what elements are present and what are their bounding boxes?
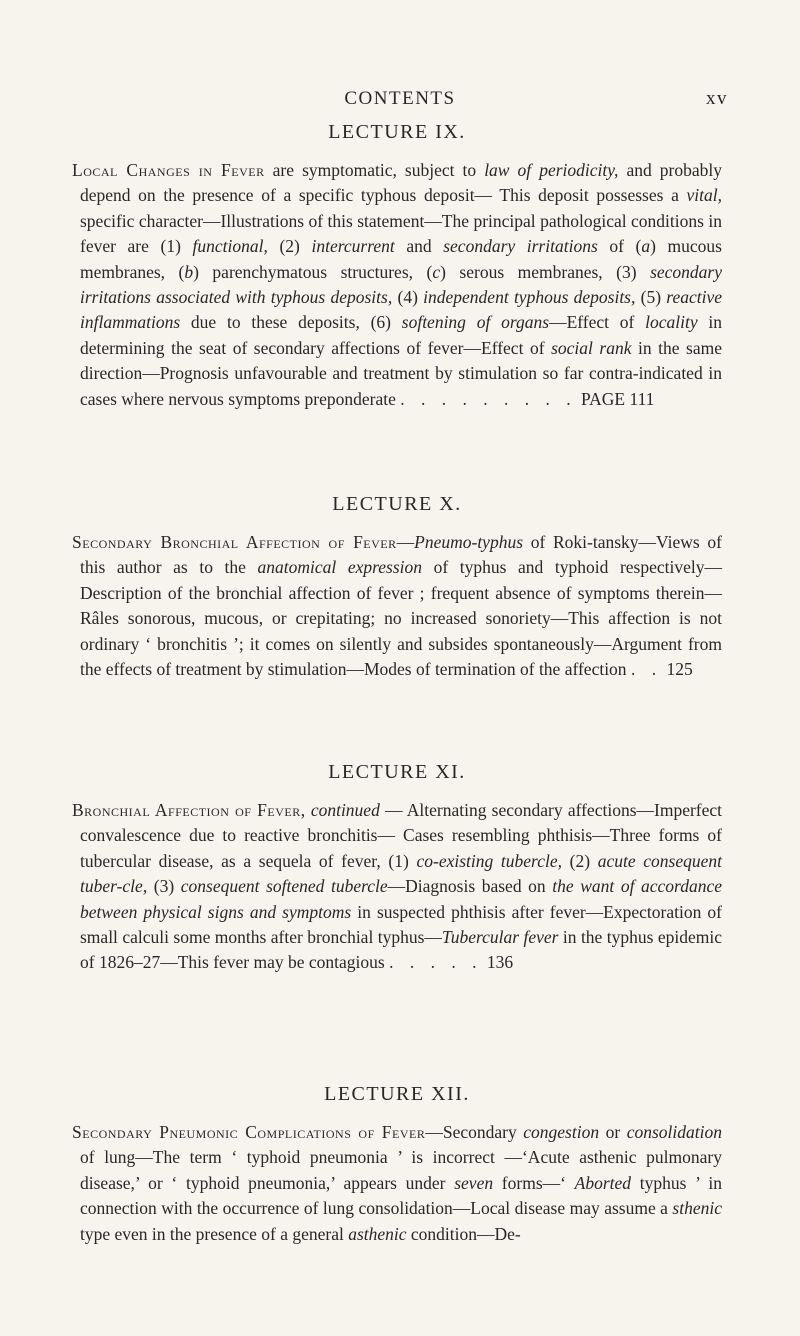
lecture-lead: Local Changes in Fever	[72, 160, 265, 180]
lecture-x-entry	[72, 492, 722, 682]
page-reference: 125	[666, 659, 693, 680]
lecture-heading: LECTURE X.	[332, 493, 462, 515]
lecture-summary: Local Changes in Fever are symptomatic, subject to law of periodicity, and probably depend on the presence of a specific typhous deposit— This deposit possesses a vital, specific character—Illustrations of this statement—The principal pathological conditions in fever are (1) functional, (2) intercurrent and secondary irritations of (a) mucous membranes, (b) parenchymatous structures, (c) serous membranes, (3) secondary irritations associated with typhous deposits, (4) independent typhous deposits, (5) reactive inflammations due to these deposits, (6) softening of organs—Effect of locality in determining the seat of secondary affections of fever—Effect of social rank in the same direction—Prognosis unfavourable and treatment by stimulation so far contra-indicated in cases where nervous symptoms preponderate . . . . . . . . . PAGE 111	[72, 160, 723, 409]
dot-leader: . . . . . . . . .	[400, 388, 577, 409]
lecture-summary: Secondary Bronchial Affection of Fever—Pneumo-typhus of Roki-tansky—Views of this author as to the anatomical expression of typhus and typhoid respectively—Description of the bronchial affection of fever ; frequent absence of symptoms therein—Râles sonorous, mucous, or crepitating; no increased sonoriety—This affection is not ordinary ‘ bronchitis ’; it comes on silently and subsides spontaneously—Argument from the effects of treatment by stimulation—Modes of termination of the affection . . 125	[72, 532, 722, 680]
lecture-ix-entry	[72, 120, 722, 412]
lecture-xi-entry	[72, 760, 722, 976]
lecture-heading: LECTURE XI.	[328, 761, 466, 783]
lecture-summary: Secondary Pneumonic Complications of Fever—Secondary congestion or consolidation of lung—The term ‘ typhoid pneumonia ’ is incorrect —‘Acute asthenic pulmonary disease,’ or ‘ typhoid pneumonia,’ appears under seven forms—‘ Aborted typhus ’ in connection with the occurrence of lung consolidation—Local disease may assume a sthenic type even in the presence of a general asthenic condition—De-	[72, 1122, 722, 1244]
lecture-summary: Bronchial Affection of Fever, continued — Alternating secondary affections—Imperfect convalescence due to reactive bronchitis— Cases resembling phthisis—Three forms of tubercular disease, as a sequela of fever, (1) co-existing tubercle, (2) acute consequent tuber-cle, (3) consequent softened tubercle—Diagnosis based on the want of accordance between physical signs and symptoms in suspected phthisis after fever—Expectoration of small calculi some months after bronchial typhus—Tubercular fever in the typhus epidemic of 1826–27—This fever may be contagious . . . . . 136	[72, 800, 723, 973]
page-number: xv	[706, 88, 728, 109]
lecture-heading: LECTURE XII.	[324, 1083, 470, 1105]
page-reference: 136	[486, 952, 514, 973]
page-reference: PAGE 111	[581, 388, 655, 409]
lecture-xii-entry	[72, 1082, 722, 1247]
lecture-lead: Secondary Pneumonic Complications of Fever	[72, 1122, 426, 1142]
lecture-heading: LECTURE IX.	[328, 121, 466, 143]
running-head-title: CONTENTS	[344, 88, 456, 109]
lecture-lead: Secondary Bronchial Affection of Fever	[72, 532, 397, 552]
dot-leader: . . . . .	[389, 952, 483, 973]
dot-leader: . .	[630, 659, 663, 680]
lecture-lead: Bronchial Affection of Fever,	[72, 800, 306, 820]
running-head	[0, 88, 800, 118]
